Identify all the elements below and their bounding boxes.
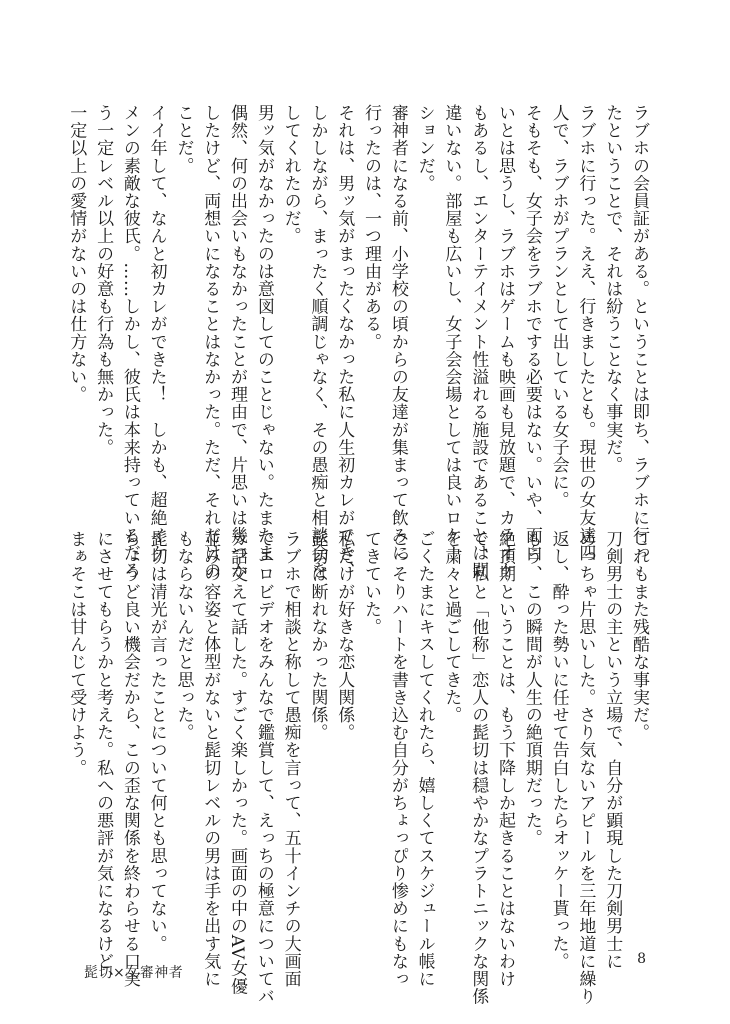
text-line: ションだ。 (414, 104, 435, 192)
text-line: ことだ。 (173, 104, 194, 175)
text-line: したけど、両想いになることはなかった。ただ、それだけの (200, 104, 221, 580)
text-line: でエロビデオをみんなで鑑賞して、えっちの極意についてバ (253, 530, 274, 1006)
text-block-top (66, 104, 652, 580)
page-number: 8 (637, 951, 646, 967)
text-line: メンの素敵な彼氏。……しかし、彼氏は本来持っているだろ (119, 104, 140, 580)
text-line: 髭切は断れなかった関係。 (307, 530, 328, 742)
text-line: 並みの容姿と体型がないと髭切レベルの男は手を出す気に (200, 530, 221, 988)
text-line: にさせてもらうかと考えた。私への悪評が気になるけど、 (93, 530, 114, 988)
text-line: してくれたのだ。 (280, 104, 301, 245)
text-line: これもまた残酷な事実だ。 (629, 530, 649, 742)
text-line: 返し、酔った勢いに任せて告白したらオッケー貰った。 (548, 530, 569, 970)
text-line: 行ったのは、一つ理由がある。 (361, 104, 382, 351)
text-line: てきていた。 (361, 530, 382, 636)
text-line: を粛々と過ごしてきた。 (441, 530, 462, 724)
text-line: めっちゃ片思いした。さり気ないアピールを三年地道に繰り (575, 530, 596, 1006)
text-line: 偶然、何の出会いもなかったことが理由で、片思いは幾つか (227, 104, 248, 580)
text-line: 人で、ラブホがプランとして出している女子会に。 (548, 104, 569, 509)
text-line: 一定以上の愛情がないのは仕方ない。 (66, 104, 87, 404)
text-line: そもそも、女子会をラブホでする必要はない。いや、面白 (521, 104, 542, 562)
text-line: ごくたまにキスしてくれたら、嬉しくてスケジュール帳に (414, 530, 435, 988)
text-line: 違いない。部屋も広いし、女子会会場としては良いロケー (441, 104, 462, 562)
text-line: ちょうど良い機会だから、この歪な関係を終わらせる口実 (119, 530, 140, 988)
text-line: ラブホで相談と称して愚痴を言って、五十インチの大画面 (280, 530, 301, 988)
footer-title: 髭切×女審神者 (84, 965, 184, 981)
text-line: こっそりハートを書き込む自分がちょっぴり惨めにもなっ (387, 530, 408, 988)
text-line: 男ッ気がなかったのは意図してのことじゃない。たまたま (253, 104, 274, 562)
text-line: いとは思うし、ラブホはゲームも映画も見放題で、カラオケ (495, 104, 516, 580)
text-line: もあるし、エンターテイメント性溢れる施設であることは間 (468, 104, 489, 580)
text-line: う一定レベル以上の好意も行為も無かった。 (93, 104, 114, 456)
text-line: 絶頂期ということは、もう下降しか起きることはないわけ (495, 530, 516, 988)
text-line: イイ年して、なんと初カレができた！ しかも、超絶イケ (146, 104, 167, 562)
text-line: で、私と「他称」恋人の髭切は穏やかなプラトニックな関係 (468, 530, 489, 1006)
text-line: 私だけが好きな恋人関係。 (334, 530, 355, 742)
text-line: 審神者になる前、小学校の頃からの友達が集まって飲みに (387, 104, 408, 562)
text-line: たということで、それは紛うことなく事実だ。 (602, 104, 623, 474)
text-line: もう、この瞬間が人生の絶頂期だった。 (521, 530, 542, 847)
text-line: ラブホに行った。ええ、行きましたとも。現世の女友達四 (575, 104, 596, 562)
text-line: まぁそこは甘んじて受けよう。 (66, 530, 87, 777)
text-line: 髭切は清光が言ったことについて何とも思ってない。 (146, 530, 167, 953)
text-line: 刀剣男士の主という立場で、自分が顕現した刀剣男士に (602, 530, 623, 970)
text-line: ラブホの会員証がある。ということは即ち、ラブホに行っ (629, 104, 649, 562)
text-line: それは、男ッ気がまったくなかった私に人生初カレができ、 (334, 104, 355, 580)
text-line: しかしながら、まったく順調じゃなく、その愚痴と相談会を (307, 104, 328, 580)
text-line: もならないんだと思った。 (173, 530, 194, 742)
text-line: カ話交えて話した。すごく楽しかった。画面の中のAV女優 (227, 530, 248, 995)
